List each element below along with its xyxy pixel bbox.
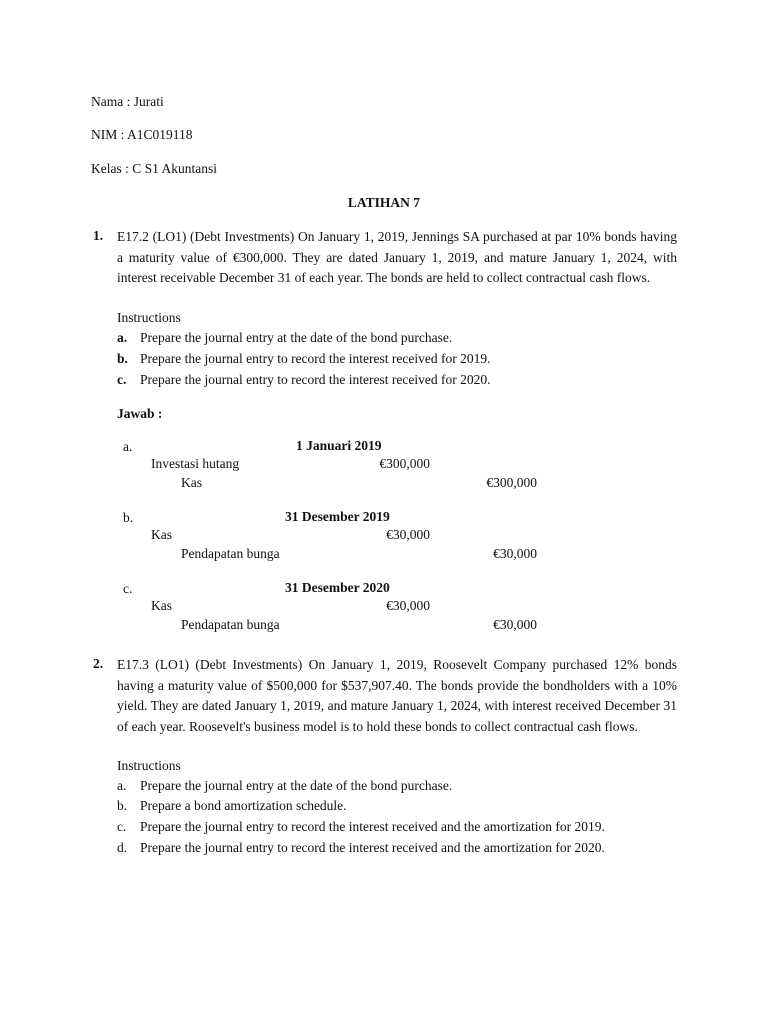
- answer-a-debit-amount: €300,000: [379, 456, 430, 471]
- q1-item-b-letter: b.: [117, 351, 128, 366]
- answer-b-debit-amount: €30,000: [386, 527, 430, 542]
- q1-item-c-text: Prepare the journal entry to record the interest received for 2020.: [140, 372, 491, 387]
- answer-a-credit-amount: €300,000: [486, 475, 537, 490]
- question-1-number: 1.: [93, 228, 104, 243]
- question-1-text: E17.2 (LO1) (Debt Investments) On January 1, 2019, Jennings SA purchased at par 10% bonds having a maturity value of €300,000. They are dated January 1, 2019, and mature January 1, 2024, with interest receivable December 31 of each year. The bonds are held to collect contractual cash flows.: [117, 229, 677, 285]
- answer-b-date: 31 Desember 2019: [285, 509, 390, 524]
- page-title: LATIHAN 7: [347, 195, 421, 210]
- q2-item-b-letter: b.: [117, 798, 128, 813]
- q2-item-a-text: Prepare the journal entry at the date of the bond purchase.: [140, 778, 453, 793]
- student-name: Nama : Jurati: [91, 94, 164, 109]
- answer-c-date: 31 Desember 2020: [285, 580, 390, 595]
- answer-c-debit-account: Kas: [151, 598, 172, 613]
- q2-item-b-text: Prepare a bond amortization schedule.: [140, 798, 347, 813]
- question-2-number: 2.: [93, 656, 104, 671]
- answer-c-debit-amount: €30,000: [386, 598, 430, 613]
- q1-item-a-letter: a.: [117, 330, 128, 345]
- answer-b-credit-amount: €30,000: [493, 546, 537, 561]
- q2-item-c-letter: c.: [117, 819, 127, 834]
- answer-b-credit-account: Pendapatan bunga: [181, 546, 280, 561]
- answer-b-debit-account: Kas: [151, 527, 172, 542]
- answer-a-credit-account: Kas: [181, 475, 202, 490]
- question-2-text: E17.3 (LO1) (Debt Investments) On January 1, 2019, Roosevelt Company purchased 12% bonds having a maturity value of $500,000 for $537,907.40. The bonds provide the bondholders with a 10% yield. They are dated January 1, 2019, and mature January 1, 2024, with interest received December 31 of each year. Roosevelt's business model is to hold these bonds to collect contractual cash flows.: [117, 657, 677, 734]
- answer-a-date: 1 Januari 2019: [296, 438, 382, 453]
- answer-a-debit-account: Investasi hutang: [151, 456, 240, 471]
- answer-a-letter: a.: [123, 439, 133, 454]
- q1-item-c-letter: c.: [117, 372, 127, 387]
- answer-c-letter: c.: [123, 581, 133, 596]
- q2-item-d-letter: d.: [117, 840, 128, 855]
- q2-item-d-text: Prepare the journal entry to record the interest received and the amortization for 2020.: [140, 840, 605, 855]
- q2-item-a-letter: a.: [117, 778, 127, 793]
- answer-c-credit-amount: €30,000: [493, 617, 537, 632]
- q2-item-c-text: Prepare the journal entry to record the interest received and the amortization for 2019.: [140, 819, 605, 834]
- answer-label: Jawab :: [117, 406, 163, 421]
- answer-c-credit-account: Pendapatan bunga: [181, 617, 280, 632]
- student-class: Kelas : C S1 Akuntansi: [91, 161, 218, 176]
- question-2-instructions-label: Instructions: [117, 758, 181, 773]
- question-1-instructions-label: Instructions: [117, 310, 181, 325]
- student-nim: NIM : A1C019118: [91, 127, 193, 142]
- answer-b-letter: b.: [123, 510, 134, 525]
- q1-item-b-text: Prepare the journal entry to record the interest received for 2019.: [140, 351, 491, 366]
- q1-item-a-text: Prepare the journal entry at the date of the bond purchase.: [140, 330, 453, 345]
